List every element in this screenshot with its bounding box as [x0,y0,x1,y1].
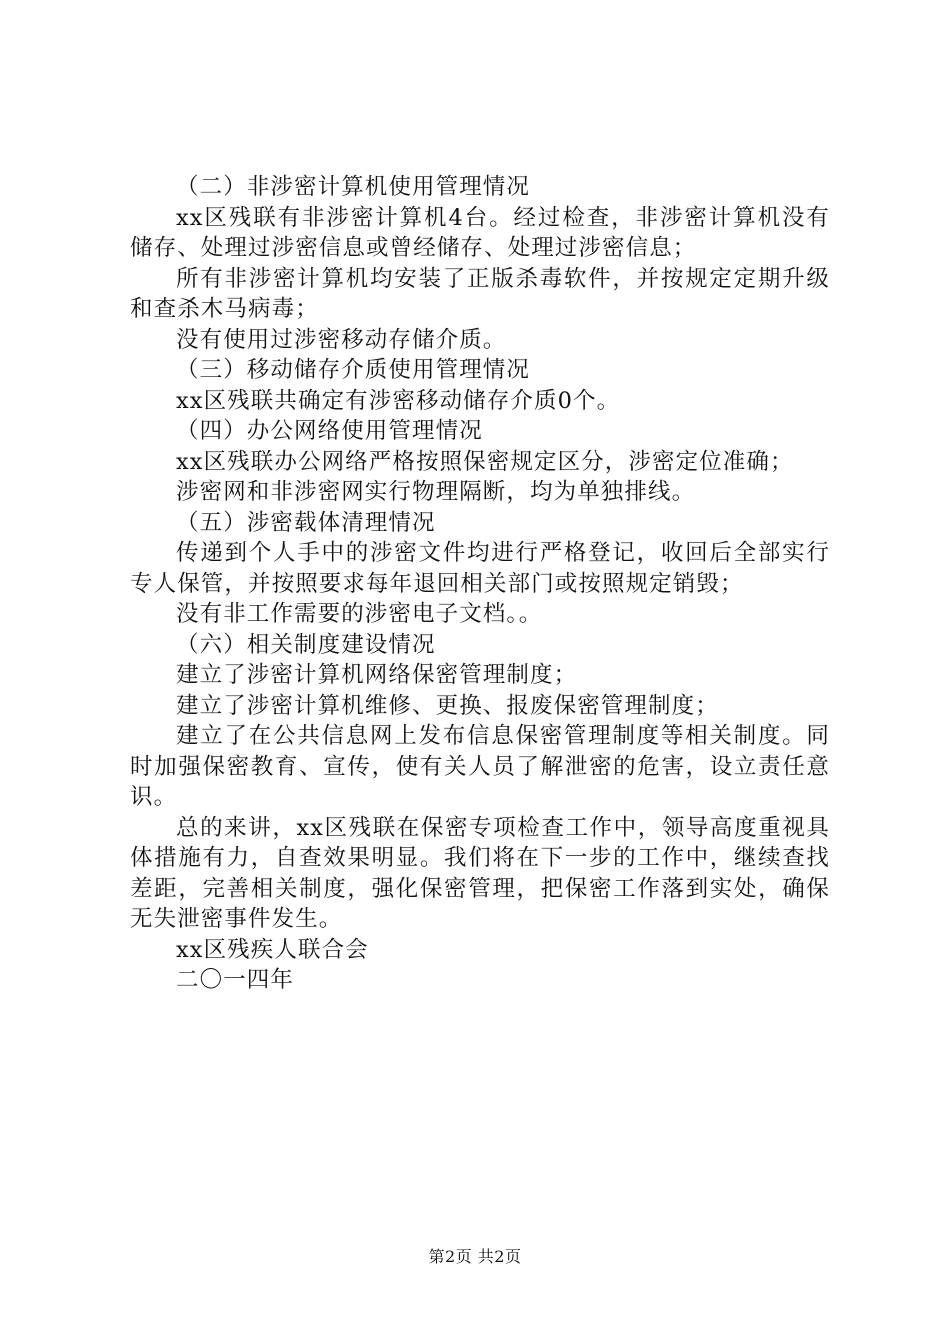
document-body [130,172,830,996]
page-footer: 第2页 共2页 [428,1247,522,1266]
paragraph: 没有使用过涉密移动存储介质。 [176,326,507,353]
paragraph: 没有非工作需要的涉密电子文档。。 [176,601,543,627]
signature-date: 二〇一四年 [176,967,295,993]
paragraph: xx区残联办公网络严格按照保密规定区分，涉密定位准确； [176,448,794,475]
paragraph: xx区残联共确定有涉密移动储存介质0个。 [176,387,621,414]
paragraph: 建立了涉密计算机网络保密管理制度； [176,662,578,688]
summary-paragraph: 总的来讲，xx区残联在保密专项检查工作中，领导高度重视具体措施有力，自查效果明显。我们将在下一步的工作中，继续查找差距，完善相关制度，强化保密管理，把保密工作落到实处，确保无失泄密事件发生。 [130,814,830,932]
paragraph: 涉密网和非涉密网实行物理隔断，均为单独排线。 [176,479,696,505]
signature-organization: xx区残疾人联合会 [176,936,369,963]
paragraph: 建立了涉密计算机维修、更换、报废保密管理制度； [176,692,719,719]
paragraph: 传递到个人手中的涉密文件均进行严格登记，收回后全部实行专人保管，并按照要求每年退回相关部门或按照规定销毁； [130,540,830,597]
paragraph: xx区残联有非涉密计算机4台。经过检查，非涉密计算机没有储存、处理过涉密信息或曾经储存、处理过涉密信息； [130,204,830,261]
section-heading-2: （二）非涉密计算机使用管理情况 [176,174,531,200]
section-heading-6: （六）相关制度建设情况 [176,631,436,658]
section-heading-3: （三）移动储存介质使用管理情况 [176,357,531,383]
section-heading-4: （四）办公网络使用管理情况 [176,418,483,444]
paragraph: 建立了在公共信息网上发布信息保密管理制度等相关制度。同时加强保密教育、宣传，使有关人员了解泄密的危害，设立责任意识。 [130,723,830,810]
section-heading-5: （五）涉密载体清理情况 [176,509,436,536]
paragraph: 所有非涉密计算机均安装了正版杀毒软件，并按规定定期升级和查杀木马病毒； [130,265,830,322]
